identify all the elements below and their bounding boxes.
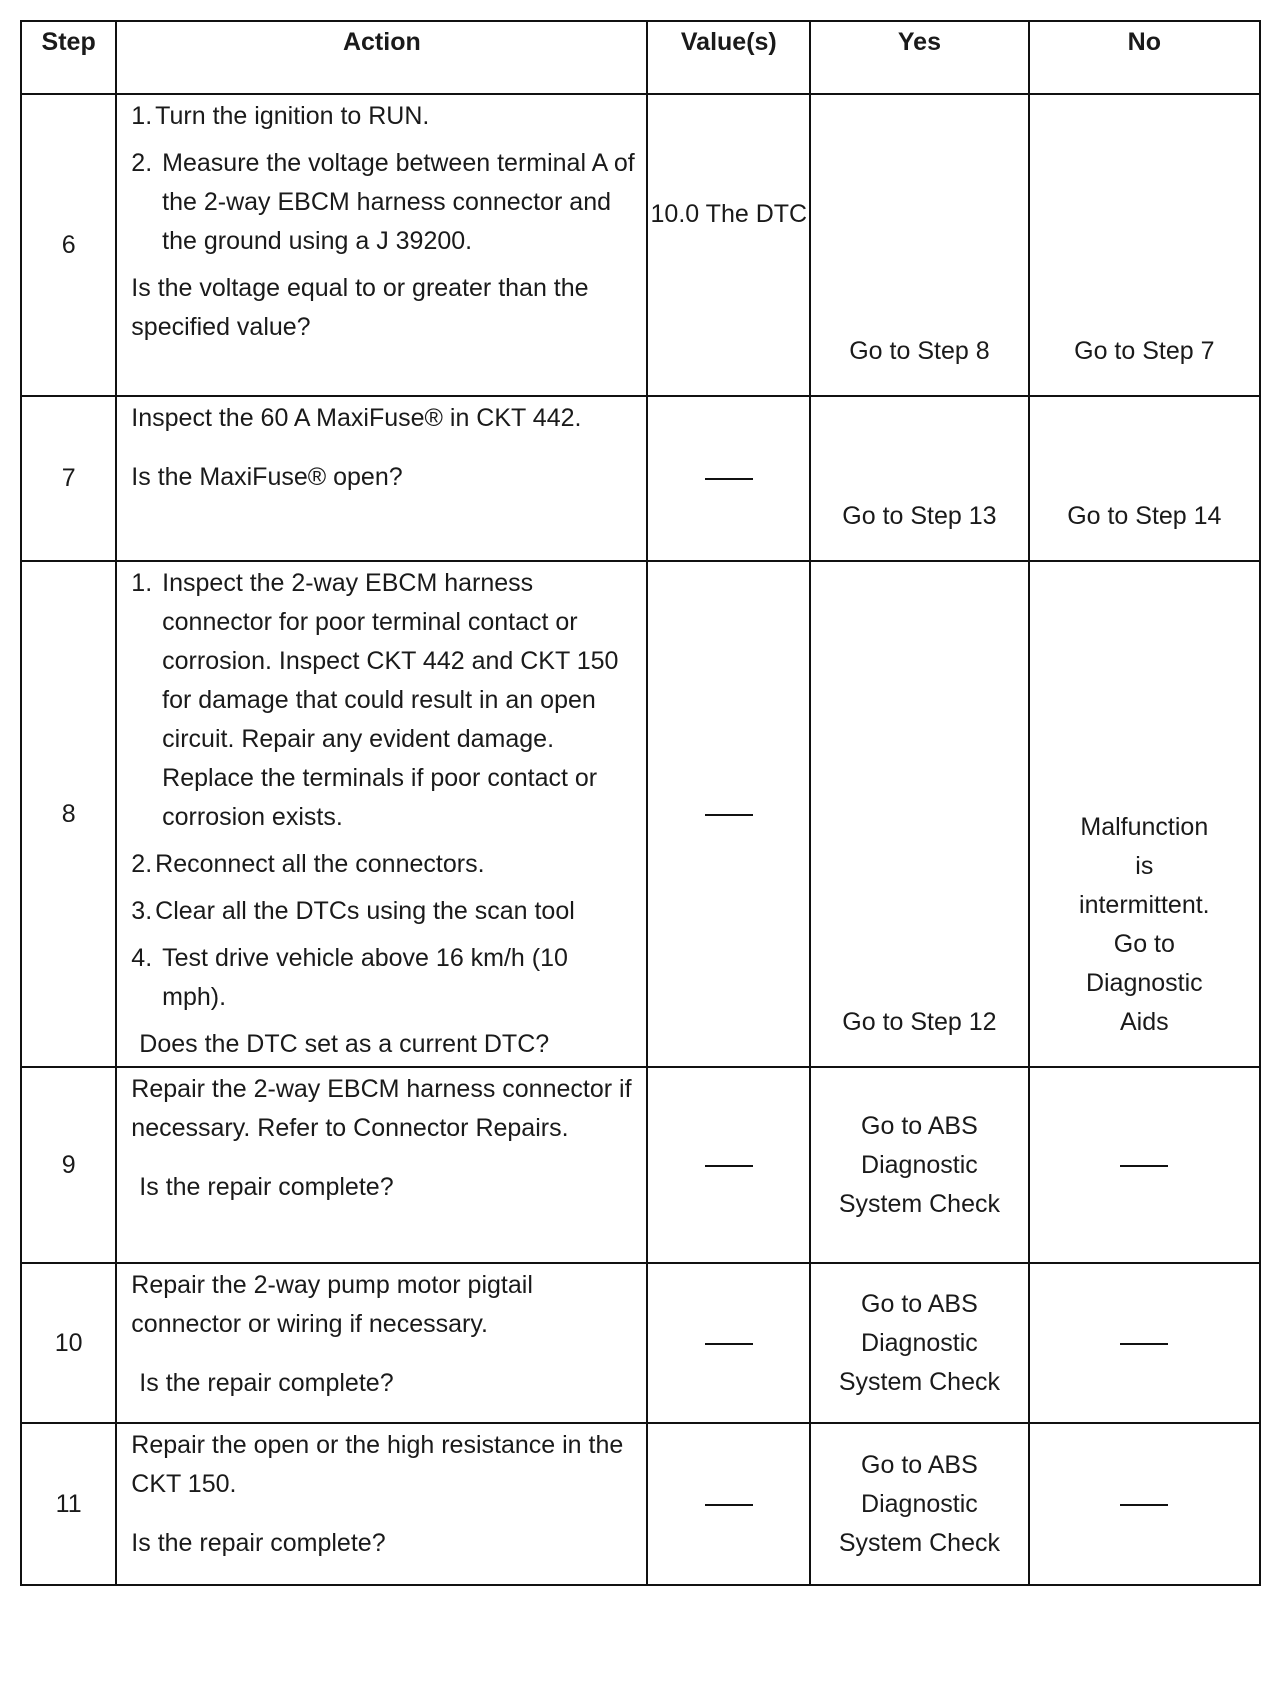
yes-cell bbox=[810, 1067, 1028, 1263]
yes-text: Go to ABS Diagnostic System Check bbox=[838, 1450, 1000, 1557]
item-number: 4. bbox=[131, 944, 153, 972]
diagnostic-table bbox=[20, 20, 1261, 1586]
action-question: Is the MaxiFuse® open? bbox=[131, 463, 403, 491]
action-item bbox=[131, 97, 636, 136]
item-number: 1. bbox=[131, 102, 153, 130]
action-question: Is the voltage equal to or greater than the specified value? bbox=[131, 274, 589, 341]
action-cell bbox=[116, 1263, 647, 1423]
action-item bbox=[131, 845, 636, 884]
item-text: Test drive vehicle above 16 km/h (10 mph). bbox=[162, 944, 568, 1011]
yes-cell: Go to Step 13 bbox=[810, 396, 1028, 561]
item-text: Clear all the DTCs using the scan tool bbox=[155, 897, 575, 925]
value-cell bbox=[647, 94, 810, 396]
no-cell: Go to Step 14 bbox=[1029, 396, 1260, 561]
item-text: Measure the voltage between terminal A of the 2-way EBCM harness connector and the ground using a J 39200. bbox=[162, 149, 635, 255]
item-text: Reconnect all the connectors. bbox=[155, 850, 485, 878]
table-row bbox=[21, 1423, 1260, 1585]
step-number: 9 bbox=[21, 1067, 116, 1263]
empty-value-dash bbox=[705, 1165, 753, 1167]
yes-cell bbox=[810, 1423, 1028, 1585]
table-row bbox=[21, 1067, 1260, 1263]
empty-no-dash bbox=[1120, 1165, 1168, 1167]
action-cell bbox=[116, 396, 647, 561]
no-cell bbox=[1029, 1067, 1260, 1263]
no-text: Malfunction is intermittent. Go to Diagnostic Aids bbox=[1079, 813, 1210, 1036]
item-number: 3. bbox=[131, 897, 153, 925]
header-action: Action bbox=[116, 21, 647, 94]
action-item bbox=[131, 144, 636, 261]
action-item bbox=[131, 939, 636, 1017]
action-text: Repair the 2-way pump motor pigtail connector or wiring if necessary. bbox=[131, 1271, 533, 1338]
header-values: Value(s) bbox=[647, 21, 810, 94]
empty-no-dash bbox=[1120, 1343, 1168, 1345]
item-number: 2. bbox=[131, 149, 153, 177]
header-yes: Yes bbox=[810, 21, 1028, 94]
no-cell: Go to Step 7 bbox=[1029, 94, 1260, 396]
step-number: 7 bbox=[21, 396, 116, 561]
action-cell bbox=[116, 94, 647, 396]
value-cell bbox=[647, 561, 810, 1067]
action-item bbox=[131, 564, 636, 837]
action-text: Repair the 2-way EBCM harness connector if necessary. Refer to Connector Repairs. bbox=[131, 1075, 632, 1142]
step-number: 11 bbox=[21, 1423, 116, 1585]
action-item bbox=[131, 892, 636, 931]
value-text: 10.0 The DTC bbox=[650, 200, 808, 228]
action-question: Is the repair complete? bbox=[139, 1369, 394, 1397]
item-number: 1. bbox=[131, 569, 153, 597]
header-step: Step bbox=[21, 21, 116, 94]
item-text: Turn the ignition to RUN. bbox=[155, 102, 430, 130]
no-cell bbox=[1029, 1423, 1260, 1585]
empty-value-dash bbox=[705, 1343, 753, 1345]
yes-cell: Go to Step 8 bbox=[810, 94, 1028, 396]
action-cell bbox=[116, 1067, 647, 1263]
no-cell bbox=[1029, 561, 1260, 1067]
table-row bbox=[21, 1263, 1260, 1423]
empty-no-dash bbox=[1120, 1504, 1168, 1506]
action-question: Is the repair complete? bbox=[131, 1529, 386, 1557]
value-cell bbox=[647, 396, 810, 561]
action-cell bbox=[116, 561, 647, 1067]
action-question: Does the DTC set as a current DTC? bbox=[139, 1030, 550, 1058]
yes-cell: Go to Step 12 bbox=[810, 561, 1028, 1067]
action-cell bbox=[116, 1423, 647, 1585]
item-text: Inspect the 2-way EBCM harness connector for poor terminal contact or corrosion. Inspect CKT 442 and CKT 150 for damage that could result in an open circuit. Repair any evident damage. Replace the terminals if poor contact or corrosion exists. bbox=[162, 569, 619, 831]
action-text: Repair the open or the high resistance in the CKT 150. bbox=[131, 1431, 624, 1498]
table-row bbox=[21, 561, 1260, 1067]
table-row bbox=[21, 396, 1260, 561]
yes-text: Go to ABS Diagnostic System Check bbox=[838, 1111, 1000, 1218]
table-row bbox=[21, 94, 1260, 396]
empty-value-dash bbox=[705, 1504, 753, 1506]
no-cell bbox=[1029, 1263, 1260, 1423]
step-number: 8 bbox=[21, 561, 116, 1067]
header-no: No bbox=[1029, 21, 1260, 94]
empty-value-dash bbox=[705, 478, 753, 480]
empty-value-dash bbox=[705, 814, 753, 816]
step-number: 6 bbox=[21, 94, 116, 396]
value-cell bbox=[647, 1423, 810, 1585]
yes-cell bbox=[810, 1263, 1028, 1423]
action-question: Is the repair complete? bbox=[139, 1173, 394, 1201]
diagnostic-table-page bbox=[20, 20, 1261, 1586]
step-number: 10 bbox=[21, 1263, 116, 1423]
header-row bbox=[21, 21, 1260, 94]
value-cell bbox=[647, 1263, 810, 1423]
value-cell bbox=[647, 1067, 810, 1263]
action-text: Inspect the 60 A MaxiFuse® in CKT 442. bbox=[131, 404, 582, 432]
yes-text: Go to ABS Diagnostic System Check bbox=[838, 1289, 1000, 1396]
item-number: 2. bbox=[131, 850, 153, 878]
